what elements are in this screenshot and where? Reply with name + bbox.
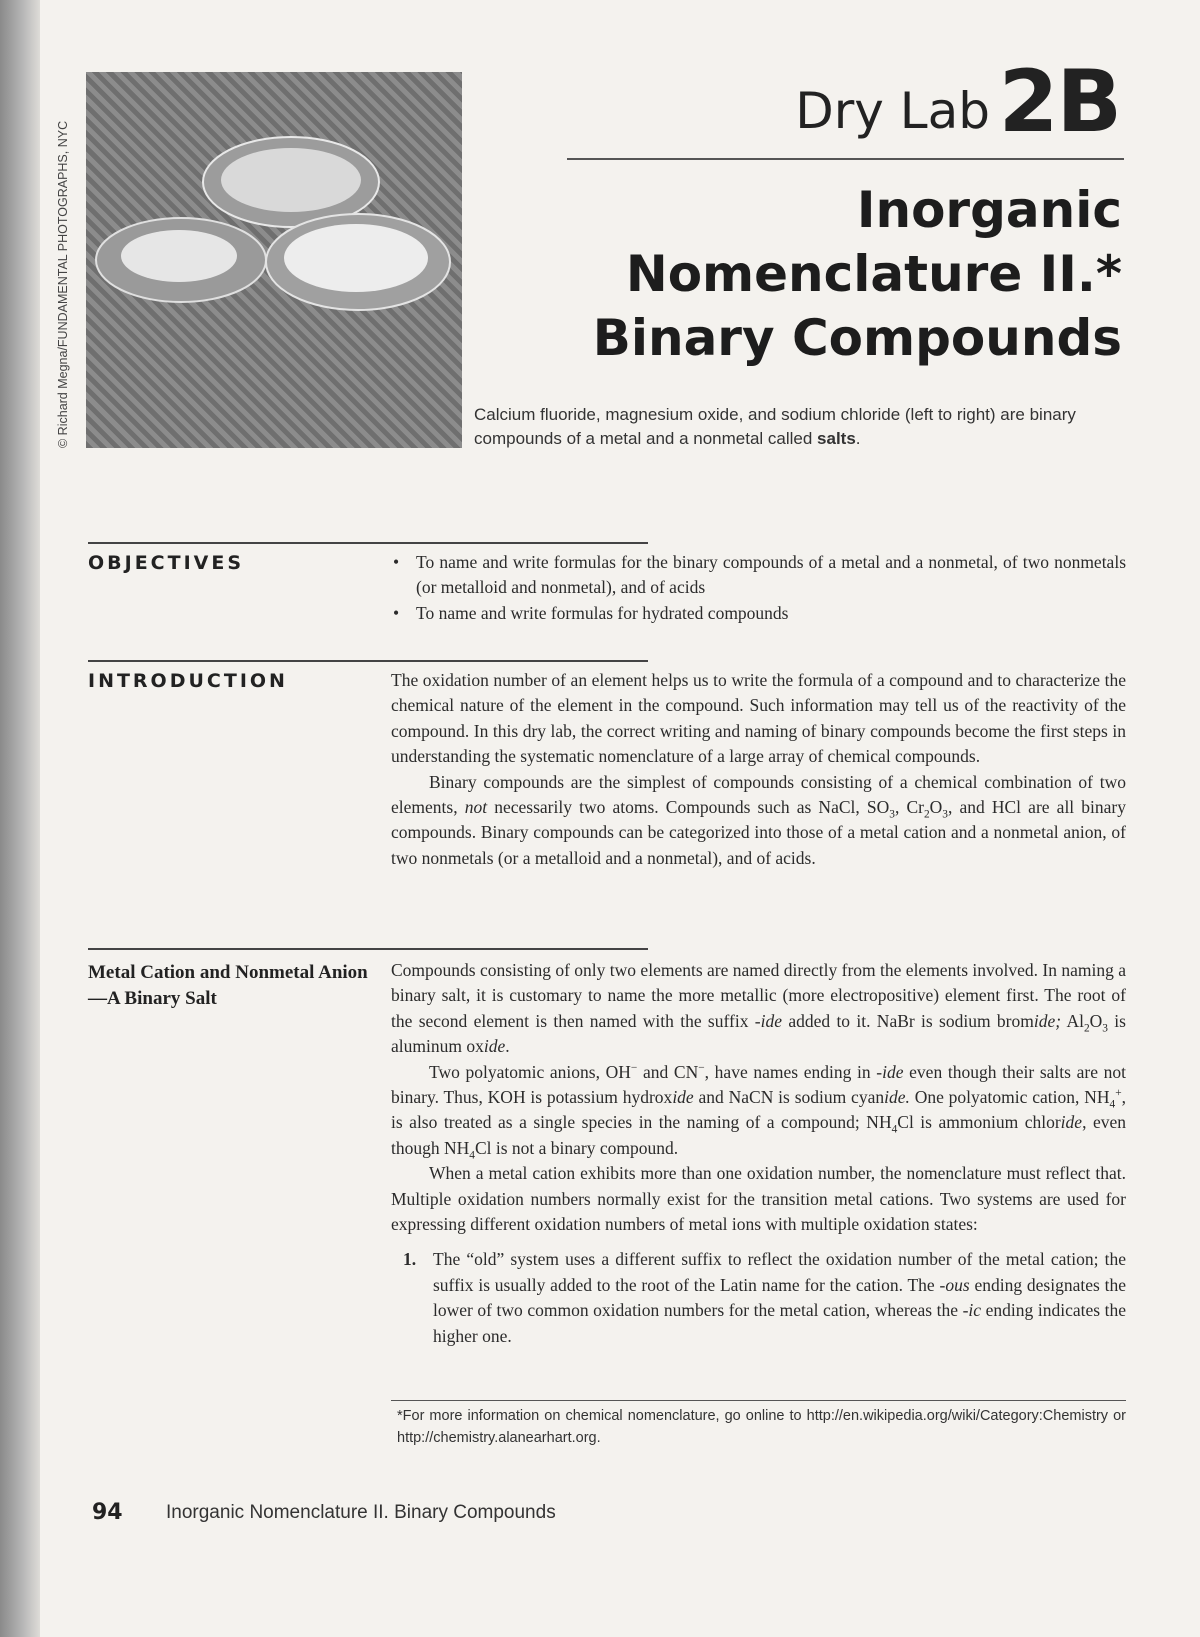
suffix-ide: ide	[483, 1036, 506, 1057]
text-run: Two polyatomic anions, OH	[429, 1061, 631, 1082]
introduction-body	[391, 668, 1126, 871]
objective-text: To name and write formulas for the binary compounds of a metal and a nonmetal, of two nonmetals (or metalloid and nonmetal), and of acids	[416, 552, 1126, 598]
numbered-item-1	[391, 1247, 1126, 1349]
introduction-heading: INTRODUCTION	[88, 670, 288, 692]
subscript: 4	[891, 1123, 898, 1136]
suffix-ide: ide.	[884, 1087, 910, 1108]
text-run: , is also treated as a single species in the naming of a compound; NH	[391, 1087, 1126, 1133]
text-run: Al	[1061, 1010, 1084, 1031]
text-run: ending indicates the higher one.	[433, 1300, 1126, 1346]
salt-pile-magnesium-oxide	[121, 230, 237, 282]
subscript: 3	[942, 808, 948, 821]
bullet-icon: •	[393, 602, 400, 623]
suffix-ide: ide	[1060, 1112, 1083, 1133]
objectives-list-body	[391, 550, 1126, 626]
photo-caption	[474, 403, 1114, 451]
page-binding-edge	[0, 0, 40, 1637]
superscript: −	[698, 1061, 705, 1074]
salt-pile-calcium-fluoride	[221, 148, 361, 212]
page-number: 94	[92, 1500, 123, 1525]
caption-end: .	[855, 429, 861, 448]
superscript: −	[630, 1061, 638, 1074]
metal-paragraph-1: Compounds consisting of only two elements are named directly from the elements involved. In naming a binary salt, it is customary to name the more metallic (more electropositive) element first. The root of the second element is then named with the suffix -ide added to it. NaBr is sodium bromide; $Al_2O_3$ is aluminum oxide.	[391, 960, 1126, 1057]
text-run: One polyatomic cation, NH	[909, 1087, 1110, 1108]
suffix-ide: ide;	[1033, 1010, 1062, 1031]
running-title: Inorganic Nomenclature II. Binary Compounds	[166, 1502, 556, 1523]
item-number: 1.	[403, 1249, 417, 1270]
bullet-icon: •	[393, 552, 400, 572]
metal-paragraph-3: When a metal cation exhibits more than one oxidation number, the nomenclature must reflect that. Multiple oxidation numbers normally exist for the transition metal cations. Two systems are used for expressing different oxidation numbers of metal ions with multiple oxidation states:	[391, 1163, 1126, 1235]
page-title	[502, 178, 1122, 370]
emphasis-not: not	[464, 797, 488, 818]
photo-credit: © Richard Megna/FUNDAMENTAL PHOTOGRAPHS, NYC	[56, 120, 70, 448]
text-run: is aluminum ox	[391, 1010, 1126, 1057]
objective-item	[391, 550, 1126, 601]
text-run: and NaCN is sodium cyan	[693, 1087, 885, 1108]
metal-section-body	[391, 958, 1126, 1349]
introduction-paragraph-1: The oxidation number of an element helps us to write the formula of a compound and to characterize the chemical nature of the element in the compound. Such information may tell us of the reactivity of the compound. In this dry lab, the correct writing and naming of binary compounds become the first steps in understanding the systematic nomenclature of a large array of chemical compounds.	[391, 670, 1126, 767]
objective-text: To name and write formulas for hydrated compounds	[416, 602, 789, 623]
metal-paragraph-2	[391, 1060, 1126, 1162]
subscript: 2	[1083, 1022, 1090, 1035]
text-run: Cl is not a binary compound.	[474, 1137, 679, 1158]
objectives-heading: OBJECTIVES	[88, 552, 245, 574]
text-run: even though their salts are not binary. Thus, KOH is potassium hydrox	[391, 1061, 1126, 1108]
salt-dishes-photo	[86, 72, 462, 448]
footnote: *For more information on chemical nomenclature, go online to http://en.wikipedia.org/wiki/Category:Chemistry or http://chemistry.alanearhart.org.	[397, 1408, 1126, 1446]
suffix-ide: ide	[672, 1087, 694, 1108]
text-run: Binary compounds are the simplest of compounds consisting of a chemical combination of two elements,	[391, 771, 1126, 818]
chapter-number: 2B	[998, 52, 1120, 152]
objectives-list	[391, 550, 1126, 626]
text-run: , have names ending in	[704, 1061, 877, 1082]
caption-text: Calcium fluoride, magnesium oxide, and sodium chloride (left to right) are binary compounds of a metal and a nonmetal called	[474, 405, 1076, 448]
chapter-label: Dry Lab	[795, 82, 990, 140]
footnote-rule	[391, 1400, 1126, 1401]
suffix-ic: -ic	[962, 1300, 982, 1321]
title-line-3: Binary Compounds	[592, 309, 1122, 367]
subscript: 4	[1109, 1098, 1116, 1111]
text-run: necessarily two atoms. Compounds such as NaCl, SO	[487, 797, 890, 818]
introduction-rule	[88, 660, 648, 662]
suffix-ide: -ide	[754, 1010, 782, 1031]
objectives-rule	[88, 542, 648, 544]
item-text	[433, 1247, 1126, 1349]
text-run: Compounds consisting of only two elements are named directly from the elements involved. In naming a binary salt, it is customary to name the more metallic (more electropositive) element first. The root of the second element is then named with the suffix	[391, 960, 1126, 1031]
text-run: ending designates the lower of two common oxidation numbers for the metal cation, whereas the	[433, 1274, 1127, 1321]
text-run: Cl is ammonium chlor	[897, 1112, 1061, 1133]
text-run: and CN	[637, 1061, 699, 1082]
text-run: O	[1089, 1010, 1103, 1031]
subscript: 3	[1102, 1022, 1108, 1035]
text-run: added to it. NaBr is sodium brom	[782, 1010, 1034, 1031]
suffix-ous: -ous	[939, 1274, 970, 1295]
metal-section-heading: Metal Cation and Nonmetal Anion—A Binary Salt	[88, 962, 368, 1009]
subscript: 4	[469, 1149, 475, 1162]
salt-dishes-illustration	[86, 72, 462, 448]
text-run: O	[929, 797, 943, 818]
objective-item	[391, 601, 1126, 626]
title-rule	[567, 158, 1124, 160]
subscript: 2	[923, 808, 930, 821]
text-run: The “old” system uses a different suffix to reflect the oxidation number of the metal cation; the suffix is usually added to the root of the Latin name for the cation. The	[433, 1249, 1126, 1295]
text-run: , and HCl are all binary compounds. Binary compounds can be categorized into those of a metal cation and a nonmetal anion, of two nonmetals (or a metalloid and a nonmetal), and of acids.	[391, 797, 1127, 868]
text-run: , even though NH	[391, 1112, 1126, 1158]
title-line-1: Inorganic	[856, 181, 1122, 239]
subscript: 3	[889, 808, 895, 821]
introduction-paragraph-2	[391, 770, 1126, 872]
salt-pile-sodium-chloride	[284, 224, 428, 292]
superscript: +	[1115, 1087, 1122, 1100]
metal-section-rule	[88, 948, 648, 950]
text-run: , Cr	[894, 797, 924, 818]
title-line-2: Nomenclature II.*	[625, 245, 1122, 303]
suffix-ide: -ide	[876, 1061, 904, 1082]
caption-bold-term: salts	[817, 429, 856, 448]
